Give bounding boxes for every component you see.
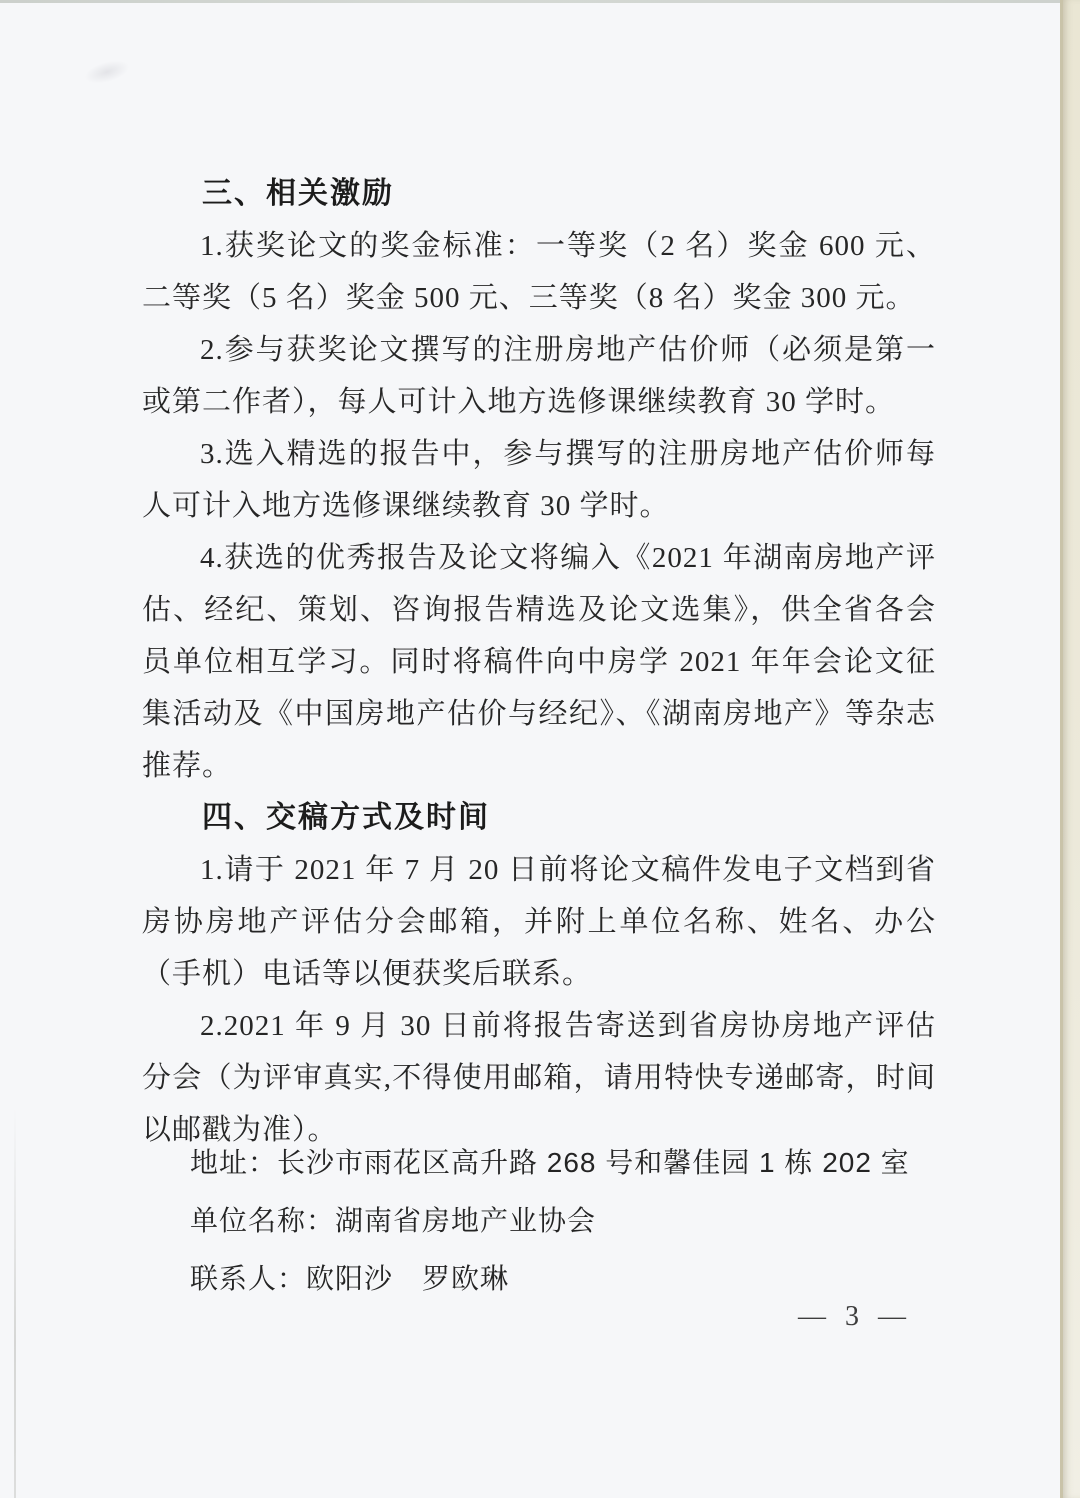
- section-3-paragraph-1: 1.获奖论文的奖金标准：一等奖（2 名）奖金 600 元、二等奖（5 名）奖金 500 元、三等奖（8 名）奖金 300 元。: [142, 230, 936, 314]
- section-3-heading: 三、相关激励: [202, 177, 394, 210]
- section-4-heading: 四、交稿方式及时间: [202, 801, 490, 834]
- scan-left-edge: [14, 1108, 16, 1498]
- pencil-smudge: [82, 56, 132, 87]
- section-4-paragraph-2: 2.2021 年 9 月 30 日前将报告寄送到省房协房地产评估分会（为评审真实,不得使用邮箱，请用特快专递邮寄，时间以邮戳为准）。: [142, 1010, 936, 1146]
- section-3-paragraph-4: 4.获选的优秀报告及论文将编入《2021 年湖南房地产评估、经纪、策划、咨询报告精选及论文选集》，供全省各会员单位相互学习。同时将稿件向中房学 2021 年年会论文征集活动及《中国房地产估价与经纪》、《湖南房地产》等杂志推荐。: [142, 542, 936, 782]
- section-4-paragraph-1: 1.请于 2021 年 7 月 20 日前将论文稿件发电子文档到省房协房地产评估分会邮箱，并附上单位名称、姓名、办公（手机）电话等以便获奖后联系。: [142, 854, 936, 990]
- contact-organization: 单位名称：湖南省房地产业协会: [190, 1205, 597, 1236]
- scan-right-edge: [1060, 0, 1080, 1498]
- page-number: — 3 —: [798, 1301, 912, 1332]
- section-3-paragraph-2: 2.参与获奖论文撰写的注册房地产估价师（必须是第一或第二作者），每人可计入地方选修课继续教育 30 学时。: [142, 334, 936, 418]
- section-3-paragraph-3: 3.选入精选的报告中，参与撰写的注册房地产估价师每人可计入地方选修课继续教育 30 学时。: [142, 438, 936, 522]
- contact-person: 联系人：欧阳沙 罗欧琳: [190, 1263, 510, 1294]
- contact-block: [190, 1134, 910, 1308]
- contact-address: 地址：长沙市雨花区高升路 268 号和馨佳园 1 栋 202 室: [190, 1147, 910, 1178]
- scan-top-edge: [0, 0, 1080, 3]
- document-body: [142, 168, 936, 1156]
